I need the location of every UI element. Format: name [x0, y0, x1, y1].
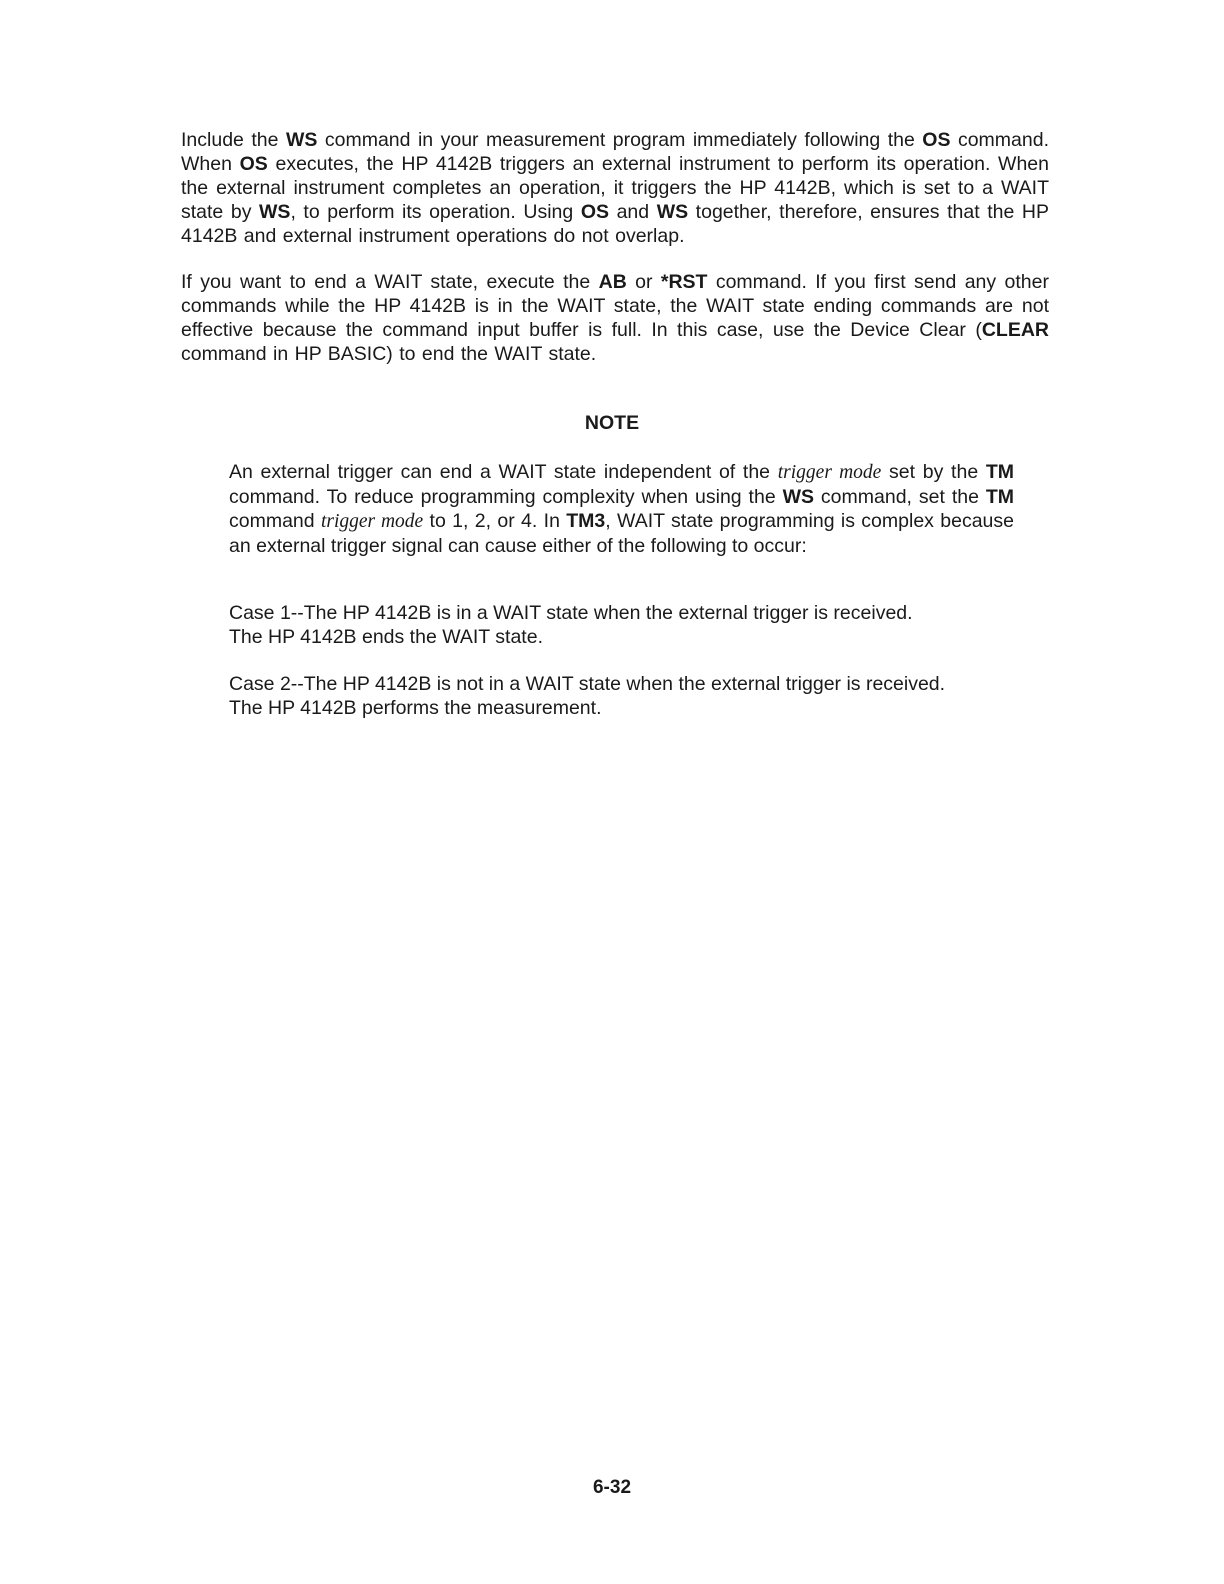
text-run: , WAIT state programming is complex because an external trigger signal can cause either of the following to occur:	[229, 510, 1014, 557]
command-os: OS	[580, 201, 609, 223]
text-run: set by the	[881, 461, 986, 483]
paragraph-ws-command	[181, 128, 1049, 248]
paragraph-end-wait-state	[181, 270, 1049, 366]
command-tm: TM	[985, 486, 1015, 508]
term-trigger-mode: trigger mode	[320, 511, 424, 532]
term-trigger-mode: trigger mode	[777, 462, 882, 483]
command-ws: WS	[782, 486, 815, 508]
text-run: command. To reduce programming complexity when using the	[229, 486, 783, 508]
command-rst: *RST	[660, 271, 708, 293]
note-heading: NOTE	[584, 412, 640, 434]
command-ws: WS	[285, 129, 318, 151]
case-2-result: The HP 4142B performs the measurement.	[229, 697, 602, 719]
case-1-condition: Case 1--The HP 4142B is in a WAIT state when the external trigger is received.	[229, 602, 913, 624]
text-run: command, set the	[814, 486, 986, 508]
text-run: If you want to end a WAIT state, execute the	[181, 271, 599, 293]
text-run: , to perform its operation. Using	[290, 201, 581, 223]
command-ws: WS	[656, 201, 689, 223]
case-2-condition: Case 2--The HP 4142B is not in a WAIT state when the external trigger is received.	[229, 673, 946, 695]
note-paragraph	[229, 460, 1014, 558]
note-case-2	[229, 672, 1029, 720]
text-run: or	[626, 271, 661, 293]
text-run: command. If you first send any other commands while the HP 4142B is in the WAIT state, the WAIT state ending commands are not effective because the command input buffer is full. In this case, use the Device Clear (	[181, 271, 1049, 341]
text-run: Include the	[181, 129, 286, 151]
text-run: and	[609, 201, 657, 223]
text-run: An external trigger can end a WAIT state independent of the	[229, 461, 778, 483]
command-os: OS	[239, 153, 268, 175]
text-run: executes, the HP 4142B triggers an external instrument to perform its operation. When the external instrument completes an operation, it triggers the HP 4142B, which is set to a WAIT state by	[181, 153, 1049, 223]
note-case-1	[229, 601, 1029, 649]
command-tm3: TM3	[566, 510, 606, 532]
text-run: together, therefore, ensures that the HP 4142B and external instrument operations do not overlap.	[181, 201, 1049, 247]
text-run: command in your measurement program immediately following the	[317, 129, 923, 151]
command-ab: AB	[598, 271, 627, 293]
command-ws: WS	[259, 201, 291, 223]
text-run: command	[229, 510, 321, 532]
text-run: command. When	[181, 129, 1050, 175]
command-os: OS	[922, 129, 951, 151]
command-clear: CLEAR	[981, 319, 1049, 341]
text-run: to 1, 2, or 4. In	[423, 510, 567, 532]
command-tm: TM	[985, 461, 1015, 483]
case-1-result: The HP 4142B ends the WAIT state.	[229, 626, 543, 648]
page-number: 6-32	[592, 1477, 632, 1498]
text-run: command in HP BASIC) to end the WAIT state.	[181, 343, 597, 365]
